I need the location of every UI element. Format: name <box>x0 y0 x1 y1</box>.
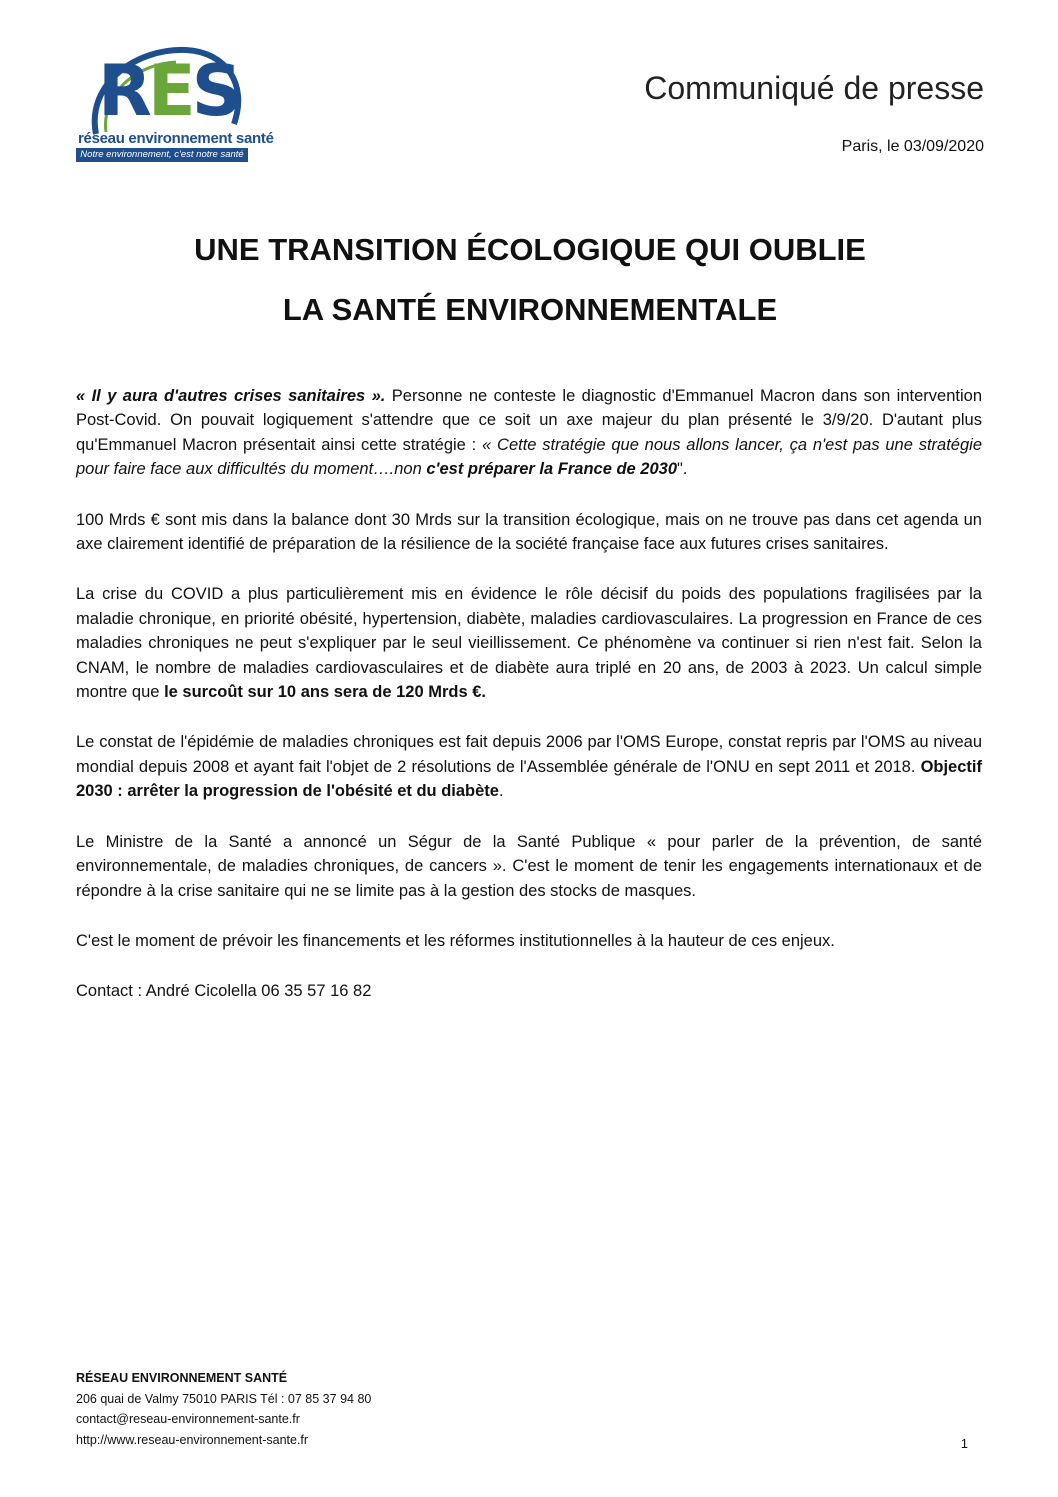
quote-closing: ". <box>677 460 688 479</box>
logo-letters <box>98 50 239 132</box>
document-type: Communiqué de presse <box>644 70 984 106</box>
paragraph-6: C'est le moment de prévoir les financements et les réformes institutionnelles à la hauteur de ces enjeux. <box>76 931 835 950</box>
document-date: Paris, le 03/09/2020 <box>841 138 984 155</box>
logo-name: réseau environnement santé <box>78 130 274 147</box>
paragraph-1-text: Personne ne conteste le diagnostic d'Emmanuel Macron dans son intervention Post-Covid. On pouvait logiquement s'attendre que ce soit un axe majeur du plan présenté le 3/9/20. D'autant plus qu'Emmanuel Macron présentait ainsi cette stratégie : <box>76 387 982 454</box>
page-number: 1 <box>960 1436 968 1451</box>
paragraph-3 <box>76 582 982 704</box>
paragraph-2: 100 Mrds € sont mis dans la balance dont 30 Mrds sur la transition écologique, mais on ne trouve pas dans cet agenda un axe clairement identifié de préparation de la résilience de la société française face aux futures crises sanitaires. <box>76 510 982 554</box>
logo-letter-e: E <box>147 50 192 132</box>
footer-org-name: RÉSEAU ENVIRONNEMENT SANTÉ <box>76 1371 288 1385</box>
paragraph-5: Le Ministre de la Santé a annoncé un Ségur de la Santé Publique « pour parler de la prévention, de santé environnementale, de maladies chroniques, de cancers ». C'est le moment de tenir les engagements internationaux et de répondre à la crise sanitaire qui ne se limite pas à la gestion des stocks de masques. <box>76 832 982 900</box>
paragraph-4-text: Le constat de l'épidémie de maladies chroniques est fait depuis 2006 par l'OMS Europe, constat repris par l'OMS au niveau mondial depuis 2008 et ayant fait l'objet de 2 résolutions de l'Assemblée générale de l'ONU en sept 2011 et 2018. <box>76 733 982 776</box>
logo-letter-s: S <box>191 50 239 132</box>
title-line-1: UNE TRANSITION ÉCOLOGIQUE QUI OUBLIE <box>194 232 866 267</box>
logo-letter-r: R <box>98 50 148 132</box>
footer <box>76 1368 371 1450</box>
paragraph-3-text: La crise du COVID a plus particulièrement mis en évidence le rôle décisif du poids des populations fragilisées par la maladie chronique, en priorité obésité, hypertension, diabète, maladies cardiovasculaires. La progression en France de ces maladies chroniques ne peut s'expliquer par le seul vieillissement. Ce phénomène va continuer si rien n'est fait. Selon la CNAM, le nombre de maladies cardiovasculaires et de diabète aura triplé en 20 ans, de 2003 à 2023. Un calcul simple montre que <box>76 585 982 702</box>
paragraph-1 <box>76 384 982 482</box>
footer-website[interactable]: http://www.reseau-environnement-sante.fr <box>76 1432 309 1447</box>
footer-email[interactable]: contact@reseau-environnement-sante.fr <box>76 1412 300 1426</box>
opening-quote: « Il y aura d'autres crises sanitaires ». <box>76 387 386 405</box>
logo-tagline: Notre environnement, c'est notre santé <box>76 148 248 162</box>
paragraph-3-bold: le surcoût sur 10 ans sera de 120 Mrds €. <box>164 683 486 702</box>
paragraph-4 <box>76 730 982 803</box>
contact-line: Contact : André Cicolella 06 35 57 16 82 <box>76 982 372 1001</box>
footer-address: 206 quai de Valmy 75010 PARIS Tél : 07 85 37 94 80 <box>76 1391 372 1406</box>
paragraph-4-bold: Objectif 2030 : arrêter la progression de l'obésité et du diabète <box>76 757 982 801</box>
paragraph-4-end: . <box>498 782 504 801</box>
res-logo <box>76 44 274 164</box>
macron-quote-emphasis: c'est préparer la France de 2030 <box>426 460 678 479</box>
title-line-2: LA SANTÉ ENVIRONNEMENTALE <box>282 292 778 327</box>
press-release-body <box>76 384 982 1030</box>
macron-quote: « Cette stratégie que nous allons lancer, ça n'est pas une stratégie pour faire face aux difficultés du moment….non <box>76 435 982 479</box>
